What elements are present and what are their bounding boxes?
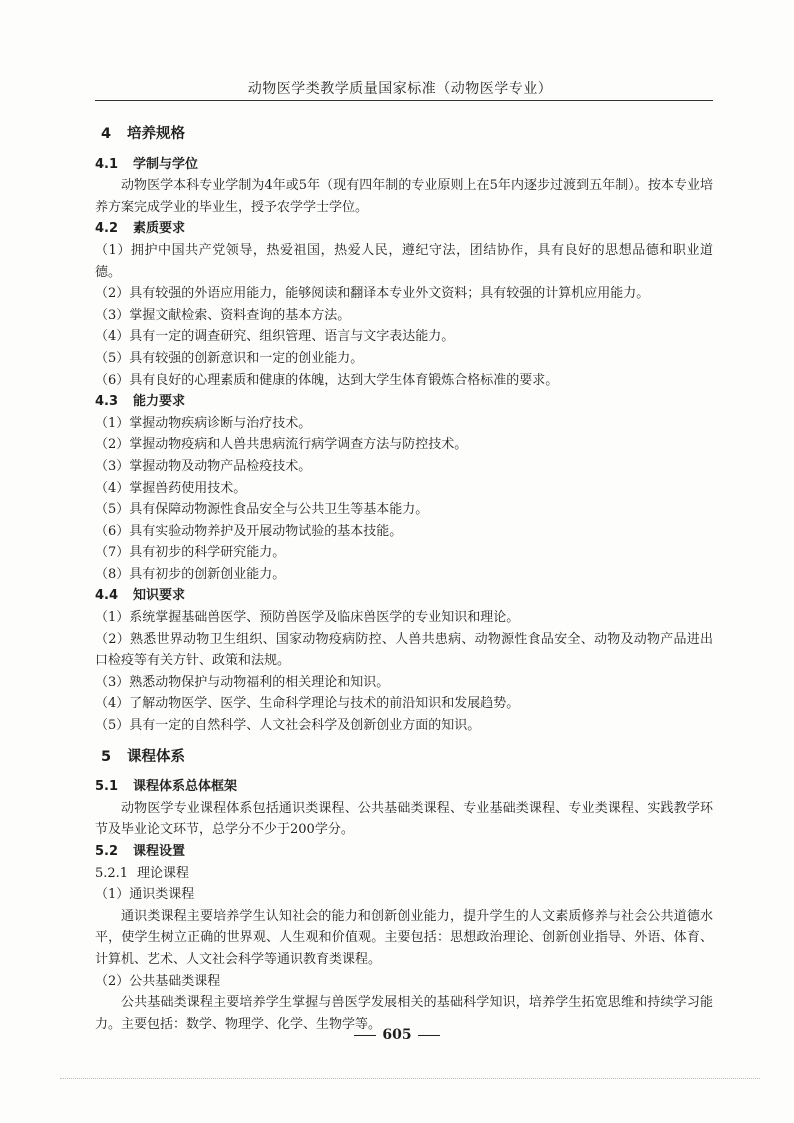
list-item: （4）掌握兽药使用技术。 [95,480,247,496]
list-item: （2）熟悉世界动物卫生组织、国家动物疫病防控、人兽共患病、动物源性食品安全、动物及动物产品进出口检疫等有关方针、政策和法规。 [95,631,713,669]
paragraph-basic-courses: 公共基础类课程主要培养学生掌握与兽医学发展相关的基础科学知识，培养学生拓宽思维和持续学习能力。主要包括：数学、物理学、化学、生物学等。 [95,995,713,1032]
list-item: （2）掌握动物疫病和人兽共患病流行病学调查方法与防控技术。 [95,437,468,453]
list-item: （6）具有实验动物养护及开展动物试验的基本技能。 [95,523,403,539]
section-4-heading [95,124,713,146]
subsection-title: 素质要求 [133,221,186,237]
section-title: 课程体系 [127,748,185,765]
list-item: （3）掌握动物及动物产品检疫技术。 [95,458,312,474]
list-4-2 [95,240,713,391]
list-item: （5）具有一定的自然科学、人文社会科学及创新创业方面的知识。 [95,718,481,734]
subsection-title: 能力要求 [133,394,186,410]
subsection-number: 4.2 [95,221,119,237]
list-item: （3）掌握文献检索、资料查询的基本方法。 [95,307,351,323]
header-rule [95,100,713,101]
list-item: （5）具有较强的创新意识和一定的创业能力。 [95,350,364,366]
subsection-4-1-heading [95,154,713,176]
list-item: （8）具有初步的创新创业能力。 [95,566,286,582]
section-number: 5 [101,748,112,765]
section-title: 培养规格 [127,126,185,142]
subsection-4-3-heading [95,391,713,413]
running-header: 动物医学类教学质量国家标准（动物医学专业） [247,81,553,97]
subsection-title: 知识要求 [133,588,186,604]
list-4-4 [95,607,713,737]
list-item: （7）具有初步的科学研究能力。 [95,545,286,561]
paragraph-4-1: 动物医学本科专业学制为4年或5年（现有四年制的专业原则上在5年内逐步过渡到五年制）。按本专业培养方案完成学业的毕业生，授予农学学士学位。 [95,178,713,215]
subsection-5-2-heading [95,841,713,863]
section-5-heading [95,747,713,769]
list-item: （1）系统掌握基础兽医学、预防兽医学及临床兽医学的专业知识和理论。 [95,610,520,626]
course-category-general-title: （1）通识类课程 [95,887,195,903]
list-item: （1）拥护中国共产党领导，热爱祖国，热爱人民，遵纪守法，团结协作，具有良好的思想品德和职业道德。 [95,242,713,280]
subsection-number: 4.4 [95,588,119,604]
course-category-basic-title: （2）公共基础类课程 [95,973,221,989]
paragraph-general-courses: 通识类课程主要培养学生认知社会的能力和创新创业能力，提升学生的人文素质修养与社会公共道德水平，使学生树立正确的世界观、人生观和价值观。主要包括：思想政治理论、创新创业指导、外语、体育、计算机、艺术、人文社会科学等通识教育类课程。 [95,908,713,967]
subsection-number: 5.2 [95,844,119,859]
subsection-5-1-heading [95,776,713,798]
paragraph-5-1: 动物医学专业课程体系包括通识类课程、公共基础类课程、专业基础类课程、专业类课程、实践教学环节及毕业论文环节，总学分不少于200学分。 [95,800,713,838]
subsection-4-2-heading [95,218,713,240]
footer-dash-left [354,1035,376,1036]
subsection-number: 5.1 [95,779,119,795]
list-4-3 [95,413,713,586]
page-footer [0,1027,794,1043]
subsection-5-2-1-heading [95,863,713,885]
section-number: 4 [101,126,112,142]
list-item: （3）熟悉动物保护与动物福利的相关理论和知识。 [95,674,390,690]
subsection-number: 4.1 [95,156,119,172]
subsection-title: 课程设置 [133,844,186,859]
subsection-title: 课程体系总体框架 [133,779,238,795]
list-item: （5）具有保障动物源性食品安全与公共卫生等基本能力。 [95,502,429,518]
subsection-title: 理论课程 [137,865,190,881]
subsection-number: 5.2.1 [95,865,129,881]
page-number: 605 [382,1027,412,1043]
subsection-number: 4.3 [95,394,119,410]
list-item: （2）具有较强的外语应用能力，能够阅读和翻译本专业外文资料；具有较强的计算机应用能力。 [95,286,650,302]
page-body [95,124,713,1035]
list-item: （6）具有良好的心理素质和健康的体魄，达到大学生体育锻炼合格标准的要求。 [95,372,559,388]
subsection-title: 学制与学位 [133,156,199,172]
bottom-rule [60,1078,760,1079]
footer-dash-right [418,1035,440,1036]
subsection-4-4-heading [95,585,713,607]
list-item: （4）具有一定的调查研究、组织管理、语言与文字表达能力。 [95,329,455,345]
list-item: （1）掌握动物疾病诊断与治疗技术。 [95,415,312,431]
list-item: （4）了解动物医学、医学、生命科学理论与技术的前沿知识和发展趋势。 [95,696,520,712]
